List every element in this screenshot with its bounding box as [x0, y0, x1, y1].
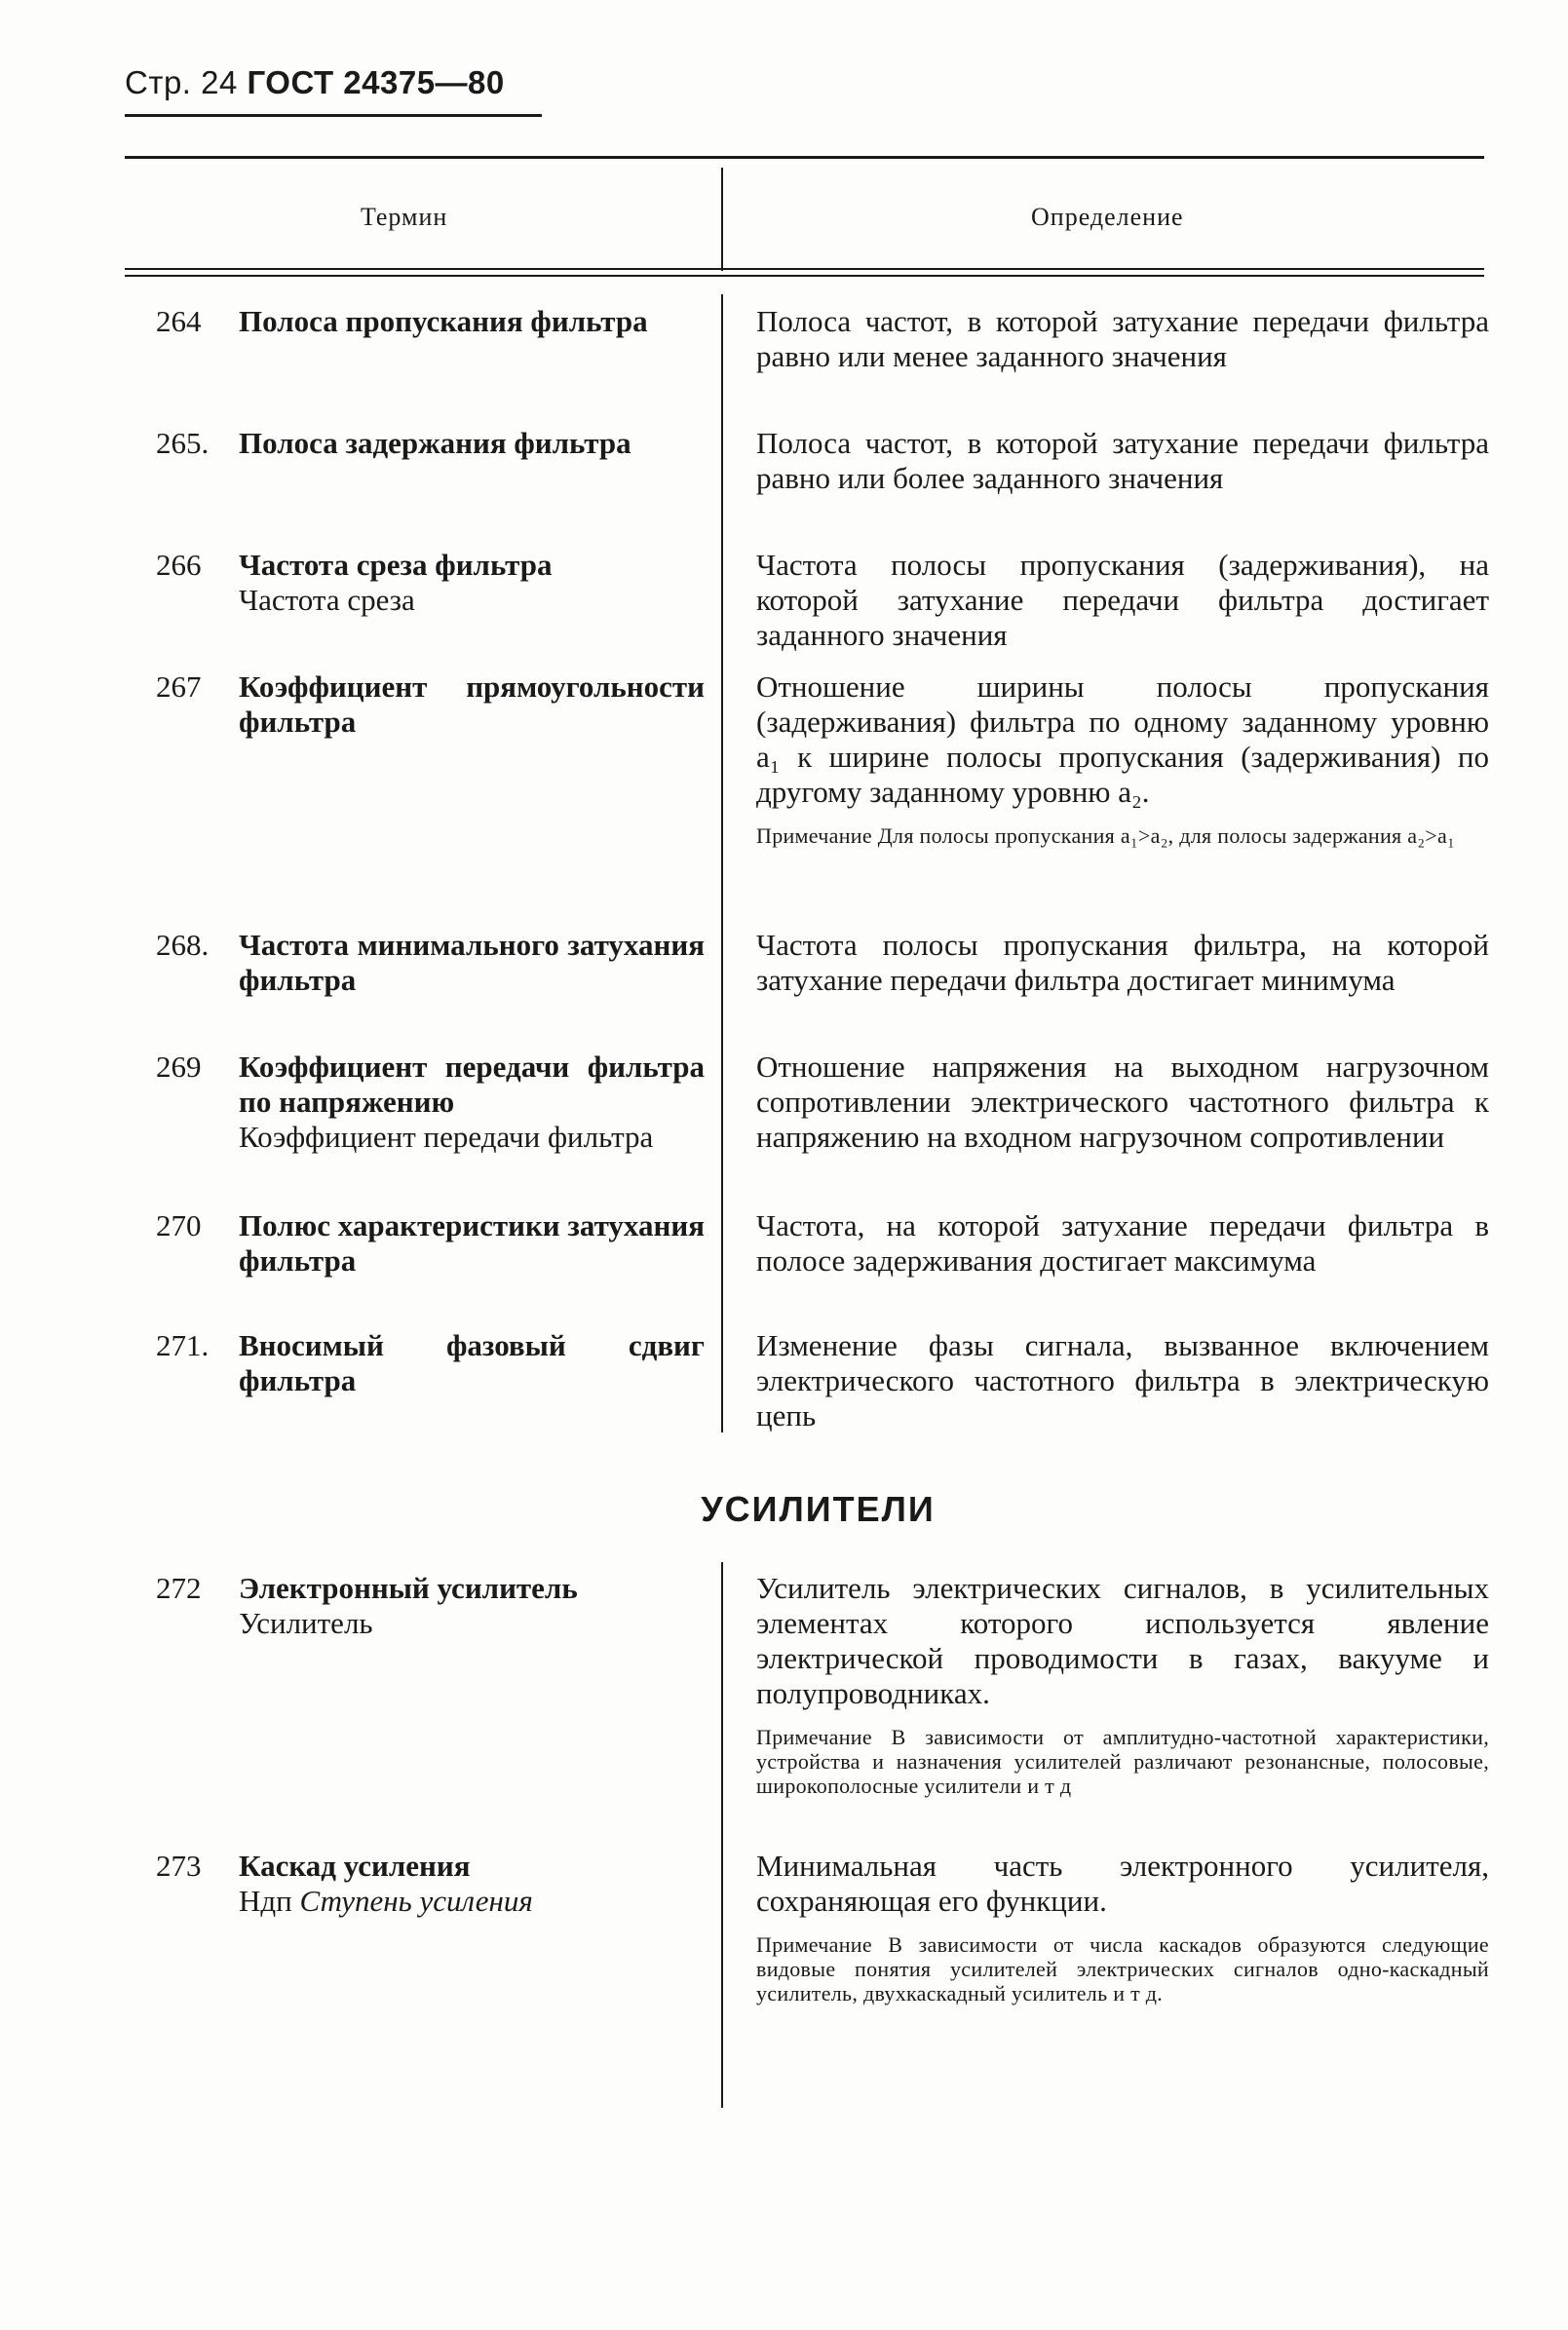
section-title: УСИЛИТЕЛИ [701, 1489, 936, 1529]
definition-cell: Частота полосы пропускания фильтра, на которой затухание передачи фильтра достигает минимума [756, 928, 1489, 997]
definition-note: Примечание В зависимости от амплитудно-частотной характеристики, устройства и назначения усилителей различают резонансные, полосовые, широкополосные усилители и т д [756, 1725, 1489, 1798]
term-name: Вносимый фазовый сдвиг фильтра [239, 1328, 705, 1397]
term-synonym: Коэффициент передачи фильтра [239, 1120, 654, 1154]
term-cell [239, 1050, 705, 1155]
column-divider [721, 1562, 723, 2108]
term-synonym [239, 1884, 705, 1919]
definition-cell [756, 669, 1489, 848]
term-name: Полюс характеристики затухания фильтра [239, 1208, 705, 1278]
definition-text: Усилитель электрических сигналов, в усилительных элементах которого используется явление электрической проводимости в газах, вакууме и полупроводниках. [756, 1571, 1489, 1710]
standard-code: ГОСТ 24375—80 [247, 64, 505, 100]
definition-note: Примечание В зависимости от числа каскадов образуются следующие видовые понятия усилителей электрических сигналов одно-каскадный усилитель, двухкаскадный усилитель и т д. [756, 1932, 1489, 2005]
header-rule [125, 268, 1484, 270]
entry-number: 270 [156, 1208, 202, 1242]
definition-cell: Частота полосы пропускания (задерживания), на которой затухание передачи фильтра достигает заданного значения [756, 548, 1489, 652]
term-synonym: Частота среза [239, 583, 415, 617]
term-name: Полоса пропускания фильтра [239, 304, 648, 338]
entry-number: 271. [156, 1328, 210, 1362]
page-header [125, 64, 505, 101]
definition-cell: Частота, на которой затухание передачи фильтра в полосе задерживания достигает максимума [756, 1208, 1489, 1278]
term-name: Каскад усиления [239, 1849, 471, 1883]
term-name: Коэффициент прямоугольности фильтра [239, 669, 705, 739]
column-header-definition: Определение [1031, 203, 1184, 231]
entry-number: 269 [156, 1050, 202, 1084]
term-cell [239, 1328, 705, 1398]
entry-number: 268. [156, 928, 210, 962]
definition-cell: Полоса частот, в которой затухание передачи фильтра равно или менее заданного значения [756, 304, 1489, 373]
term-cell [239, 304, 705, 339]
term-name: Полоса задержания фильтра [239, 426, 631, 460]
term-cell [239, 548, 705, 618]
page-number: Стр. 24 [125, 64, 238, 100]
term-synonym: Усилитель [239, 1606, 373, 1640]
term-cell [239, 426, 705, 461]
entry-number: 267 [156, 669, 202, 704]
term-cell [239, 928, 705, 998]
entry-number: 266 [156, 548, 202, 582]
term-name: Коэффициент передачи фильтра по напряжению [239, 1050, 705, 1119]
entry-number: 265. [156, 426, 210, 460]
definition-cell [756, 1571, 1489, 1798]
header-rule [125, 275, 1484, 277]
term-cell [239, 1849, 705, 1919]
term-name: Частота минимального затухания фильтра [239, 928, 705, 997]
column-divider [721, 168, 723, 271]
rejected-label: Ндп [239, 1884, 292, 1918]
term-cell [239, 669, 705, 740]
definition-cell: Полоса частот, в которой затухание передачи фильтра равно или более заданного значения [756, 426, 1489, 495]
definition-text: Минимальная часть электронного усилителя, сохраняющая его функции. [756, 1849, 1489, 1918]
definition-text: Отношение ширины полосы пропускания (задерживания) фильтра по одному заданному уровню a₁ к ширине полосы пропускания (задерживания) по другому заданному уровню a₂. [756, 669, 1489, 809]
column-header-term: Термин [361, 203, 448, 231]
term-cell [239, 1571, 705, 1641]
entry-number: 272 [156, 1571, 202, 1605]
table-top-rule [125, 156, 1484, 159]
rejected-term: Ступень усиления [299, 1884, 533, 1918]
entry-number: 273 [156, 1849, 202, 1883]
column-divider [721, 294, 723, 1432]
term-name: Частота среза фильтра [239, 548, 553, 582]
header-underline [125, 114, 542, 117]
term-cell [239, 1208, 705, 1279]
definition-cell: Отношение напряжения на выходном нагрузочном сопротивлении электрического частотного фильтра к напряжению на входном нагрузочном сопротивлении [756, 1050, 1489, 1154]
term-name: Электронный усилитель [239, 1571, 578, 1605]
entry-number: 264 [156, 304, 202, 338]
definition-note: Примечание Для полосы пропускания a₁>a₂, для полосы задержания a₂>a₁ [756, 823, 1456, 848]
definition-cell: Изменение фазы сигнала, вызванное включением электрического частотного фильтра в электрическую цепь [756, 1328, 1489, 1432]
definition-cell [756, 1849, 1489, 2005]
